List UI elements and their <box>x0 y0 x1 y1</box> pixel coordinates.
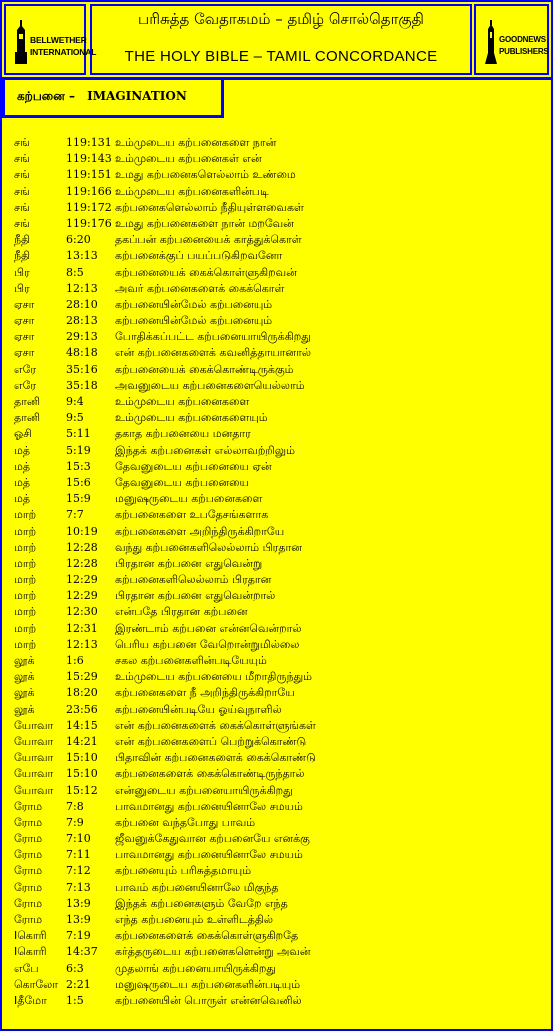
entry-reference: 119:176 <box>66 216 112 230</box>
entry-reference: 2:21 <box>66 977 91 991</box>
entry-text: என் கற்பனைகளைப் பெற்றுக்கொண்டு <box>115 734 307 748</box>
entry-book: ரோம <box>14 896 43 910</box>
entry-row <box>2 507 551 523</box>
entry-row <box>2 783 551 799</box>
entry-row <box>2 265 551 281</box>
entry-reference: 12:29 <box>66 573 98 587</box>
entry-row <box>2 604 551 620</box>
entry-reference: 1:6 <box>66 654 84 667</box>
entry-book: ரோம <box>14 799 43 813</box>
entry-book: எரே <box>14 378 37 392</box>
entry-row <box>2 167 551 183</box>
entry-row <box>2 491 551 507</box>
entry-row <box>2 572 551 588</box>
entry-text: உம்முடைய கற்பனைகள் என் <box>115 152 262 166</box>
entry-text: கற்பனைகளை நீ அறிந்திருக்கிறாயே <box>115 686 295 700</box>
entry-row <box>2 426 551 442</box>
entry-text: என் கற்பனைகளைக் கவனித்தாயானால் <box>115 346 311 360</box>
title-english: THE HOLY BIBLE – TAMIL CONCORDANCE <box>124 48 438 65</box>
entry-reference: 7:13 <box>66 880 91 894</box>
headword-english: IMAGINATION <box>87 89 187 103</box>
goodnews-logo <box>482 20 552 66</box>
entry-book: ஓசி <box>14 427 32 441</box>
entry-book: சங் <box>14 136 30 149</box>
entry-book: Iகொரி <box>14 945 47 959</box>
entry-book: மத் <box>14 459 31 473</box>
entry-text: உமது கற்பனைகளை நான் மறவேன் <box>115 216 294 230</box>
entry-reference: 5:11 <box>66 427 91 441</box>
entry-reference: 15:9 <box>66 492 91 506</box>
entry-book: மத் <box>14 475 31 489</box>
entry-row <box>2 297 551 313</box>
entry-text: உம்முடைய கற்பனைகளையும் <box>115 411 268 425</box>
entry-reference: 48:18 <box>66 346 98 360</box>
entry-row <box>2 313 551 329</box>
entry-book: யோவா <box>14 751 54 765</box>
entry-text: வந்து கற்பனைகளிலெல்லாம் பிரதான <box>115 540 302 554</box>
entry-text: கற்பனைகளைக் கைக்கொண்டிருந்தால் <box>115 767 305 781</box>
entry-book: ரோம <box>14 815 43 829</box>
entry-book: மாற் <box>14 589 37 603</box>
entry-reference: 12:13 <box>66 637 98 651</box>
entry-reference: 7:10 <box>66 832 91 846</box>
entry-reference: 15:29 <box>66 670 98 684</box>
entry-book: லூக் <box>14 654 35 667</box>
entry-row <box>2 216 551 232</box>
entry-row <box>2 993 551 1009</box>
entry-text: மனுஷருடைய கற்பனைகளின்படியும் <box>115 977 301 991</box>
entry-row <box>2 944 551 960</box>
entry-text: பெரிய கற்பனை வேறொன்றுமில்லை <box>115 637 300 651</box>
entry-row <box>2 880 551 896</box>
entry-row <box>2 459 551 475</box>
entry-book: சங் <box>14 184 30 198</box>
entry-reference: 15:10 <box>66 751 98 765</box>
entry-text: பாவமானது கற்பனையினாலே சமயம் <box>115 799 303 813</box>
entry-reference: 7:9 <box>66 815 84 829</box>
entry-book: மாற் <box>14 540 37 554</box>
entry-text: கற்பனை வந்தபோது பாவம் <box>115 815 256 829</box>
entry-reference: 9:4 <box>66 395 84 408</box>
entry-text: கற்பனையும் பரிசுத்தமாயும் <box>115 864 252 878</box>
entry-book: மத் <box>14 492 31 506</box>
entry-row <box>2 799 551 815</box>
entry-book: சங் <box>14 168 30 182</box>
entry-text: தேவனுடைய கற்பனையை <box>115 475 249 489</box>
logo-line-1: BELLWETHER <box>30 35 87 45</box>
entry-reference: 23:56 <box>66 702 98 716</box>
entry-book: எரே <box>14 362 37 376</box>
entry-text: பிரதான கற்பனை எதுவென்று <box>115 556 263 570</box>
entry-book: ரோம <box>14 864 43 878</box>
entry-row <box>2 443 551 459</box>
entry-book: லூக் <box>14 670 35 684</box>
entry-row <box>2 766 551 782</box>
entry-book: Iதீமோ <box>14 993 47 1007</box>
entry-row <box>2 928 551 944</box>
entry-book: தானி <box>14 411 41 425</box>
entry-row <box>2 151 551 167</box>
logo-text <box>499 34 549 58</box>
header <box>2 2 551 79</box>
entry-list <box>2 135 551 1009</box>
entry-text: கற்பனைகளை அறிந்திருக்கிறாயே <box>115 524 285 538</box>
entry-reference: 28:13 <box>66 314 98 328</box>
entry-book: சங் <box>14 200 30 214</box>
entry-row <box>2 184 551 200</box>
entry-reference: 13:9 <box>66 896 91 910</box>
entry-reference: 7:7 <box>66 508 84 522</box>
entry-book: யோவா <box>14 734 54 748</box>
entry-reference: 18:20 <box>66 686 98 700</box>
entry-row <box>2 750 551 766</box>
headword-tamil: கற்பனை <box>17 89 65 103</box>
entry-text: கற்பனையைக் கைக்கொண்டிருக்கும் <box>115 362 294 376</box>
entry-row <box>2 702 551 718</box>
entry-text: மனுஷருடைய கற்பனைகளை <box>115 492 263 506</box>
entry-book: ஏசா <box>14 297 35 311</box>
entry-row <box>2 410 551 426</box>
tower-icon <box>484 20 498 64</box>
entry-row <box>2 718 551 734</box>
entry-row <box>2 831 551 847</box>
entry-book: யோவா <box>14 718 54 732</box>
entry-row <box>2 248 551 264</box>
entry-row <box>2 281 551 297</box>
entry-text: கற்பனைகளிலெல்லாம் பிரதான <box>115 573 272 587</box>
entry-row <box>2 896 551 912</box>
entry-row <box>2 556 551 572</box>
entry-text: கற்பனையின் பொருள் என்னவெனில் <box>115 993 302 1007</box>
entry-row <box>2 653 551 669</box>
entry-text: என்னுடைய கற்பனையாயிருக்கிறது <box>115 783 293 797</box>
entry-row <box>2 685 551 701</box>
entry-text: என் கற்பனைகளைக் கைக்கொள்ளுங்கள் <box>115 718 316 732</box>
entry-reference: 7:12 <box>66 864 91 878</box>
entry-book: யோவா <box>14 767 54 781</box>
entry-text: உம்முடைய கற்பனையை மீறாதிருந்தும் <box>115 670 313 684</box>
entry-text: கற்பனையின்மேல் கற்பனையும் <box>115 314 273 328</box>
entry-text: என்பதே பிரதான கற்பனை <box>115 605 248 619</box>
entry-row <box>2 847 551 863</box>
entry-reference: 14:37 <box>66 945 98 959</box>
entry-reference: 29:13 <box>66 330 98 344</box>
entry-row <box>2 524 551 540</box>
entry-book: ஏசா <box>14 330 35 344</box>
title-box <box>90 4 472 75</box>
publisher-logo-right <box>474 4 549 75</box>
logo-line-2: INTERNATIONAL <box>30 47 97 57</box>
entry-reference: 14:21 <box>66 734 98 748</box>
entry-book: சங் <box>14 152 30 166</box>
entry-text: இந்தக் கற்பனைகளும் வேறே எந்த <box>115 896 288 910</box>
headword-dash: – <box>68 89 75 103</box>
entry-book: மாற் <box>14 621 37 635</box>
entry-text: உமது கற்பனைகளெல்லாம் உண்மை <box>115 168 296 182</box>
entry-book: ரோம <box>14 848 43 862</box>
entry-book: மாற் <box>14 556 37 570</box>
entry-reference: 13:13 <box>66 249 98 263</box>
entry-book: லூக் <box>14 702 35 716</box>
entry-row <box>2 669 551 685</box>
entry-reference: 12:31 <box>66 621 98 635</box>
entry-book: ரோம <box>14 880 43 894</box>
entry-text: பாவமானது கற்பனையினாலே சமயம் <box>115 848 303 862</box>
entry-reference: 7:11 <box>66 848 91 862</box>
entry-book: யோவா <box>14 783 54 797</box>
entry-book: மாற் <box>14 605 37 619</box>
entry-row <box>2 362 551 378</box>
publisher-logo-left <box>4 4 97 75</box>
entry-reference: 5:19 <box>66 443 91 457</box>
entry-reference: 6:20 <box>66 233 91 247</box>
entry-book: கொலோ <box>14 977 59 991</box>
entry-reference: 119:131 <box>66 136 112 149</box>
logo-line-2: PUBLISHERS <box>499 47 549 56</box>
headword <box>17 89 187 105</box>
bellwether-logo <box>12 20 97 66</box>
entry-reference: 12:13 <box>66 281 98 295</box>
logo-text <box>30 34 96 58</box>
entry-reference: 13:9 <box>66 913 91 926</box>
entry-reference: 12:28 <box>66 556 98 570</box>
entry-reference: 1:5 <box>66 993 84 1007</box>
entry-book: லூக் <box>14 686 35 700</box>
entry-reference: 12:30 <box>66 605 98 619</box>
entry-reference: 15:6 <box>66 475 91 489</box>
entry-reference: 15:3 <box>66 459 91 473</box>
entry-row <box>2 863 551 879</box>
entry-reference: 9:5 <box>66 411 84 425</box>
entry-book: சங் <box>14 216 30 230</box>
entry-book: பிர <box>14 265 30 279</box>
entry-text: கற்பனைக்குப் பயப்படுகிறவனோ <box>115 249 283 263</box>
entry-reference: 119:166 <box>66 184 112 198</box>
entry-row <box>2 815 551 831</box>
entry-book: மாற் <box>14 637 37 651</box>
entry-row <box>2 977 551 993</box>
entry-text: முதலாங் கற்பனையாயிருக்கிறது <box>115 961 276 975</box>
entry-book: ரோம <box>14 832 43 846</box>
entry-text: தகாத கற்பனையை மனதார <box>115 427 251 441</box>
entry-text: சகல கற்பனைகளின்படியேயும் <box>115 654 267 667</box>
entry-text: கற்பனைகளைக் கைக்கொள்ளுகிறதே <box>115 929 299 943</box>
entry-book: நீதி <box>14 233 31 247</box>
title-tamil: பரிசுத்த வேதாகமம் – தமிழ் சொல்தொகுதி <box>138 10 424 28</box>
entry-book: எபே <box>14 961 39 975</box>
entry-reference: 12:29 <box>66 589 98 603</box>
entry-row <box>2 961 551 977</box>
entry-reference: 7:19 <box>66 929 91 943</box>
entry-row <box>2 232 551 248</box>
entry-book: Iகொரி <box>14 929 47 943</box>
entry-book: மத் <box>14 443 31 457</box>
entry-text: தேவனுடைய கற்பனையை ஏன் <box>115 459 272 473</box>
entry-text: பிதாவின் கற்பனைகளைக் கைக்கொண்டு <box>115 751 316 765</box>
entry-row <box>2 912 551 928</box>
entry-row <box>2 394 551 410</box>
entry-reference: 28:10 <box>66 297 98 311</box>
entry-reference: 15:12 <box>66 783 98 797</box>
entry-row <box>2 540 551 556</box>
entry-text: ஜீவனுக்கேதுவான கற்பனையே எனக்கு <box>115 832 310 846</box>
entry-row <box>2 200 551 216</box>
entry-reference: 119:172 <box>66 200 112 214</box>
logo-line-1: GOODNEWS <box>499 35 546 44</box>
entry-reference: 7:8 <box>66 799 84 813</box>
entry-book: பிர <box>14 281 30 295</box>
entry-book: மாற் <box>14 573 37 587</box>
entry-book: மாற் <box>14 508 37 522</box>
entry-reference: 8:5 <box>66 265 84 279</box>
entry-text: பாவம் கற்பனையினாலே மிகுந்த <box>115 880 279 894</box>
entry-book: ரோம <box>14 913 43 926</box>
entry-text: இரண்டாம் கற்பனை என்னவென்றால் <box>115 621 302 635</box>
entry-row <box>2 135 551 151</box>
concordance-page <box>2 2 551 1029</box>
entry-book: ஏசா <box>14 314 35 328</box>
tower-icon <box>14 20 28 64</box>
entry-book: தானி <box>14 395 41 408</box>
entry-text: எந்த கற்பனையும் உள்ளிடத்தில் <box>115 913 273 926</box>
entry-row <box>2 378 551 394</box>
entry-text: உம்முடைய கற்பனைகளை நான் <box>115 136 277 149</box>
entry-reference: 35:18 <box>66 378 98 392</box>
entry-reference: 10:19 <box>66 524 98 538</box>
entry-row <box>2 588 551 604</box>
entry-reference: 14:15 <box>66 718 98 732</box>
entry-reference: 119:151 <box>66 168 112 182</box>
entry-row <box>2 475 551 491</box>
entry-book: ஏசா <box>14 346 35 360</box>
entry-text: கற்பனையின்மேல் கற்பனையும் <box>115 297 273 311</box>
entry-row <box>2 345 551 361</box>
entry-text: இந்தக் கற்பனைகள் எல்லாவற்றிலும் <box>115 443 295 457</box>
entry-reference: 35:16 <box>66 362 98 376</box>
entry-reference: 119:143 <box>66 152 112 166</box>
entry-text: கற்பனைகளை உபதேசங்களாக <box>115 508 269 522</box>
entry-text: போதிக்கப்பட்ட கற்பனையாயிருக்கிறது <box>115 330 311 344</box>
entry-reference: 6:3 <box>66 961 84 975</box>
entry-book: மாற் <box>14 524 37 538</box>
entry-reference: 15:10 <box>66 767 98 781</box>
entry-text: உம்முடைய கற்பனைகளை <box>115 395 250 408</box>
entry-text: கற்பனைகளெல்லாம் நீதியுள்ளவைகள் <box>115 200 304 214</box>
entry-text: கற்பனையைக் கைக்கொள்ளுகிறவன் <box>115 265 297 279</box>
entry-row <box>2 734 551 750</box>
entry-text: தகப்பன் கற்பனையைக் காத்துக்கொள் <box>115 233 302 247</box>
entry-text: உம்முடைய கற்பனைகளின்படி <box>115 184 269 198</box>
entry-text: கற்பனையின்படியே ஓய்வுநாளில் <box>115 702 282 716</box>
entry-text: அவர் கற்பனைகளைக் கைக்கொள் <box>115 281 285 295</box>
headword-box <box>2 80 224 118</box>
entry-row <box>2 329 551 345</box>
entry-text: பிரதான கற்பனை எதுவென்றால் <box>115 589 276 603</box>
entry-row <box>2 621 551 637</box>
entry-reference: 12:28 <box>66 540 98 554</box>
entry-text: கர்த்தருடைய கற்பனைகளென்று அவன் <box>115 945 311 959</box>
entry-text: அவனுடைய கற்பனைகளையெல்லாம் <box>115 378 305 392</box>
entry-book: நீதி <box>14 249 31 263</box>
entry-row <box>2 637 551 653</box>
